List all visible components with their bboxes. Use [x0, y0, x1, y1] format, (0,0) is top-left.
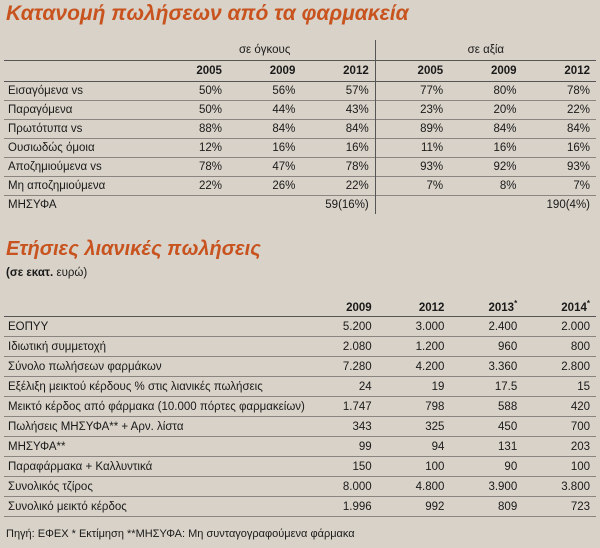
table-row [4, 337, 596, 357]
table-cell: 131 [498, 440, 518, 453]
table-cell: 1.200 [415, 340, 445, 353]
table-cell: 50% [198, 104, 222, 116]
table-cell: 93% [566, 161, 590, 173]
source-footnote: Πηγή: ΕΦΕΧ * Εκτίμηση **ΜΗΣΥΦΑ: Μη συνταγογραφούμενα φάρμακα [6, 528, 355, 540]
table-cell: 99 [358, 440, 372, 453]
table-cell: 2.800 [561, 360, 590, 373]
table-cell: 450 [498, 420, 518, 433]
row-label: ΜΗΣΥΦΑ [8, 199, 57, 211]
table-row [4, 158, 596, 177]
table-cell: 92% [493, 161, 517, 173]
table-cell: 1.747 [342, 400, 372, 413]
table-cell: 93% [375, 158, 449, 177]
year-header: 2012 [523, 61, 596, 82]
year-header: 2012 [378, 296, 451, 317]
table-cell: 78% [198, 161, 222, 173]
table-cell: 3.360 [488, 360, 518, 373]
table-row [4, 177, 596, 196]
table-cell: 15 [577, 380, 590, 393]
mhsyfa-volume: 59(16%) [325, 199, 369, 211]
table-cell: 100 [425, 460, 445, 473]
table-cell: 16% [493, 142, 517, 154]
year-header: 2005 [375, 61, 449, 82]
year-header: 2009 [449, 61, 522, 82]
table-cell: 4.200 [415, 360, 445, 373]
table-cell: 43% [345, 104, 369, 116]
table-cell: 78% [566, 85, 590, 97]
table-cell: 3.000 [415, 320, 445, 333]
row-label: Μη αποζημιούμενα [8, 180, 106, 192]
table-cell: 94 [431, 440, 445, 453]
table-cell: 343 [352, 420, 372, 433]
row-label: Συνολικός τζίρος [8, 480, 93, 493]
table-cell: 798 [425, 400, 445, 413]
table-cell: 3.900 [488, 480, 518, 493]
year-header: 2013* [450, 296, 523, 317]
table-cell: 800 [570, 340, 590, 353]
table-cell: 88% [198, 123, 222, 135]
table-cell: 203 [570, 440, 590, 453]
row-label: Μεικτό κέρδος από φάρμακα (10.000 πόρτες φαρμακείων) [8, 400, 305, 413]
table-cell: 16% [566, 142, 590, 154]
table-cell: 150 [352, 460, 372, 473]
table-cell: 12% [198, 142, 222, 154]
table-cell: 17.5 [494, 380, 518, 393]
table-cell: 22% [198, 180, 222, 192]
table-cell: 4.800 [415, 480, 445, 493]
table-row [4, 120, 596, 139]
table-row [4, 397, 596, 417]
year-header: 2009 [305, 296, 378, 317]
row-label: Ουσιωδώς όμοια [8, 142, 95, 154]
year-header: 2005 [155, 61, 228, 82]
table-row [4, 457, 596, 477]
mhsyfa-value: 190(4%) [375, 196, 596, 215]
table-cell: 24 [358, 380, 372, 393]
table-cell: 420 [570, 400, 590, 413]
table-cell: 22% [345, 180, 369, 192]
mhsyfa-row [4, 196, 596, 215]
year-header: 2012 [301, 61, 375, 82]
table-cell: 2.000 [561, 320, 590, 333]
table-cell: 90 [504, 460, 518, 473]
table-cell: 2.080 [342, 340, 372, 353]
table-row [4, 417, 596, 437]
table-cell: 11% [375, 139, 449, 158]
table-cell: 7.280 [342, 360, 372, 373]
table-row [4, 377, 596, 397]
table1-title: Κατανομή πωλήσεων από τα φαρμακεία [6, 2, 409, 25]
table-cell: 77% [375, 82, 449, 101]
table-cell: 5.200 [342, 320, 372, 333]
table-cell: 26% [272, 180, 296, 192]
table-row [4, 139, 596, 158]
table-cell: 80% [493, 85, 517, 97]
table-cell: 16% [272, 142, 296, 154]
table-row [4, 357, 596, 377]
group-header-volume: σε όγκους [155, 40, 376, 61]
table-cell: 84% [566, 123, 590, 135]
table-cell: 2.400 [488, 320, 518, 333]
table-cell: 47% [272, 161, 296, 173]
table-cell: 44% [272, 104, 296, 116]
table-cell: 16% [345, 142, 369, 154]
table-cell: 20% [493, 104, 517, 116]
table-row [4, 437, 596, 457]
pharmacy-sales-distribution-table [4, 40, 596, 214]
table-cell: 809 [498, 500, 518, 513]
row-label: Σύνολο πωλήσεων φαρμάκων [8, 360, 162, 373]
table-cell: 8.000 [342, 480, 372, 493]
row-label: Ιδιωτική συμμετοχή [8, 340, 107, 353]
table-cell: 7% [573, 180, 590, 192]
table-cell: 7% [375, 177, 449, 196]
table-cell: 992 [425, 500, 445, 513]
table-cell: 22% [566, 104, 590, 116]
row-label: ΕΟΠΥΥ [8, 320, 49, 333]
row-label: Συνολικό μεικτό κέρδος [8, 500, 127, 513]
table-cell: 325 [425, 420, 445, 433]
table2-title: Ετήσιες λιανικές πωλήσεις [6, 238, 261, 260]
table-cell: 56% [272, 85, 296, 97]
table-cell: 8% [499, 180, 517, 192]
table2-unit: (σε εκατ. ευρώ) [6, 267, 88, 279]
year-header: 2009 [228, 61, 301, 82]
row-label: Αποζημιούμενα vs [8, 161, 102, 173]
row-label: Εξέλιξη μεικτού κέρδους % στις λιανικές πωλήσεις [8, 380, 263, 393]
table-cell: 723 [570, 500, 590, 513]
table-row [4, 497, 596, 517]
row-label: Πωλήσεις ΜΗΣΥΦΑ** + Αρν. λίστα [8, 420, 184, 433]
table-cell: 57% [345, 85, 369, 97]
table-cell: 23% [375, 101, 449, 120]
table-cell: 1.996 [342, 500, 372, 513]
table-cell: 100 [570, 460, 590, 473]
table-cell: 3.800 [561, 480, 590, 493]
table-cell: 19 [431, 380, 445, 393]
year-header: 2014* [523, 296, 596, 317]
table-row [4, 82, 596, 101]
table-cell: 700 [570, 420, 590, 433]
row-label: Πρωτότυπα vs [8, 123, 83, 135]
table-cell: 89% [375, 120, 449, 139]
table-cell: 588 [498, 400, 518, 413]
table-cell: 960 [498, 340, 518, 353]
table-row [4, 101, 596, 120]
table-cell: 78% [345, 161, 369, 173]
table-cell: 84% [345, 123, 369, 135]
row-label: Εισαγόμενα vs [8, 85, 83, 97]
group-header-value: σε αξία [375, 40, 596, 61]
table-cell: 84% [493, 123, 517, 135]
row-label: ΜΗΣΥΦΑ** [8, 440, 66, 453]
annual-retail-sales-table [4, 296, 596, 517]
row-label: Παραγόμενα [8, 104, 73, 116]
table-row [4, 477, 596, 497]
row-label: Παραφάρμακα + Καλλυντικά [8, 460, 153, 473]
table-cell: 84% [272, 123, 296, 135]
table-cell: 50% [198, 85, 222, 97]
table-row [4, 317, 596, 337]
